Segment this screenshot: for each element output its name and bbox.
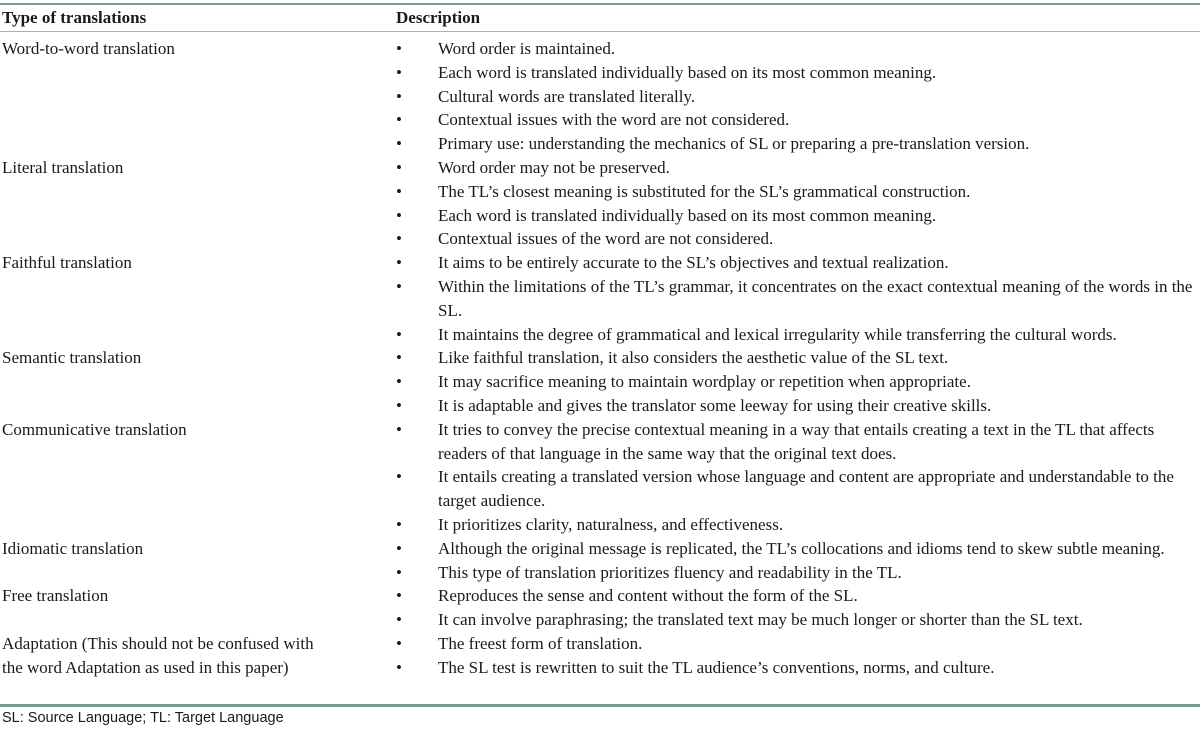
description-bullet-item	[396, 346, 1200, 370]
bullet-icon: •	[396, 276, 402, 296]
translation-type-cell: Adaptation (This should not be confused with the word Adaptation as used in this paper)	[2, 633, 314, 677]
table-row	[0, 418, 1200, 537]
description-text: Like faithful translation, it also considers the aesthetic value of the SL text.	[438, 348, 949, 368]
description-text: The TL’s closest meaning is substituted for the SL’s grammatical construction.	[438, 181, 971, 201]
description-text: Cultural words are translated literally.	[438, 86, 696, 106]
description-bullet-item	[396, 584, 1200, 608]
bullet-icon: •	[396, 110, 402, 130]
table-header-row	[0, 8, 1200, 30]
bullet-icon: •	[396, 586, 402, 606]
bullet-icon: •	[396, 157, 402, 177]
description-text: The SL test is rewritten to suit the TL audience’s conventions, norms, and culture.	[438, 657, 995, 677]
description-text: Word order is maintained.	[438, 39, 616, 58]
description-text: Contextual issues with the word are not considered.	[438, 110, 790, 130]
description-text: The freest form of translation.	[438, 633, 643, 653]
description-bullet-item	[396, 632, 1200, 656]
bullet-icon: •	[396, 229, 402, 249]
bullet-icon: •	[396, 86, 402, 106]
description-cell	[396, 418, 1200, 537]
table-row	[0, 37, 1200, 156]
description-bullet-item	[396, 108, 1200, 132]
description-bullet-item	[396, 656, 1200, 680]
table-row	[0, 346, 1200, 417]
description-bullet-item	[396, 608, 1200, 632]
bullet-icon: •	[396, 324, 402, 344]
bullet-icon: •	[396, 372, 402, 392]
description-text: It may sacrifice meaning to maintain wordplay or repetition when appropriate.	[438, 372, 971, 392]
bullet-icon: •	[396, 395, 402, 415]
description-text: Each word is translated individually based on its most common meaning.	[438, 62, 937, 82]
description-bullet-item	[396, 156, 1200, 180]
description-text: It tries to convey the precise contextual meaning in a way that entails creating a text in the TL that affects readers of that language in the same way that the original text does.	[438, 419, 1155, 463]
translation-type-cell: Word-to-word translation	[2, 39, 175, 58]
description-cell	[396, 584, 1200, 632]
description-text: It maintains the degree of grammatical and lexical irregularity while transferring the cultural words.	[438, 324, 1117, 344]
description-bullet-item	[396, 275, 1200, 323]
bullet-icon: •	[396, 62, 402, 82]
bullet-icon: •	[396, 39, 402, 58]
description-cell	[396, 537, 1200, 585]
description-bullet-item	[396, 251, 1200, 275]
description-bullet-item	[396, 132, 1200, 156]
description-bullet-item	[396, 180, 1200, 204]
description-cell	[396, 251, 1200, 346]
description-text: Primary use: understanding the mechanics of SL or preparing a pre-translation version.	[438, 134, 1030, 154]
description-bullet-item	[396, 85, 1200, 109]
description-bullet-item	[396, 537, 1200, 561]
description-cell	[396, 632, 1200, 680]
description-bullet-item	[396, 204, 1200, 228]
description-text: Although the original message is replicated, the TL’s collocations and idioms tend to skew subtle meaning.	[438, 538, 1165, 558]
description-text: Reproduces the sense and content without the form of the SL.	[438, 586, 858, 606]
description-text: It entails creating a translated version whose language and content are appropriate and understandable to the target audience.	[438, 467, 1174, 511]
bullet-icon: •	[396, 562, 402, 582]
table-row	[0, 632, 1200, 680]
description-text: It can involve paraphrasing; the translated text may be much longer or shorter than the SL text.	[438, 610, 1083, 630]
description-bullet-item	[396, 37, 1200, 61]
bullet-icon: •	[396, 134, 402, 154]
bullet-icon: •	[396, 348, 402, 368]
description-bullet-item	[396, 513, 1200, 537]
description-text: This type of translation prioritizes fluency and readability in the TL.	[438, 562, 902, 582]
bullet-icon: •	[396, 253, 402, 273]
description-cell	[396, 37, 1200, 156]
table-footnote: SL: Source Language; TL: Target Language	[2, 710, 284, 726]
description-bullet-item	[396, 394, 1200, 418]
description-text: It prioritizes clarity, naturalness, and effectiveness.	[438, 514, 784, 534]
header-type-of-translations: Type of translations	[2, 8, 147, 27]
bullet-icon: •	[396, 633, 402, 653]
translation-type-cell: Communicative translation	[2, 419, 187, 439]
table-top-rule	[0, 3, 1200, 5]
description-text: Word order may not be preserved.	[438, 157, 670, 177]
description-text: Each word is translated individually based on its most common meaning.	[438, 205, 937, 225]
table-row	[0, 156, 1200, 251]
bullet-icon: •	[396, 610, 402, 630]
description-text: It is adaptable and gives the translator some leeway for using their creative skills.	[438, 395, 992, 415]
table-row	[0, 537, 1200, 585]
description-bullet-item	[396, 61, 1200, 85]
table-body	[0, 37, 1200, 680]
description-bullet-item	[396, 227, 1200, 251]
translation-type-cell: Free translation	[2, 586, 109, 606]
description-text: Contextual issues of the word are not considered.	[438, 229, 774, 249]
translation-type-cell: Literal translation	[2, 157, 124, 177]
translation-type-cell: Semantic translation	[2, 348, 142, 368]
description-bullet-item	[396, 370, 1200, 394]
translation-type-cell: Idiomatic translation	[2, 538, 144, 558]
description-bullet-item	[396, 418, 1200, 466]
bullet-icon: •	[396, 538, 402, 558]
bullet-icon: •	[396, 181, 402, 201]
description-bullet-item	[396, 323, 1200, 347]
translation-type-cell: Faithful translation	[2, 253, 132, 273]
table-bottom-rule	[0, 704, 1200, 707]
header-description: Description	[396, 8, 481, 27]
table-row	[0, 584, 1200, 632]
description-bullet-item	[396, 561, 1200, 585]
table-header-rule	[0, 31, 1200, 32]
description-text: Within the limitations of the TL’s grammar, it concentrates on the exact contextual meaning of the words in the SL.	[438, 276, 1193, 320]
description-text: It aims to be entirely accurate to the SL’s objectives and textual realization.	[438, 253, 949, 273]
bullet-icon: •	[396, 419, 402, 439]
bullet-icon: •	[396, 514, 402, 534]
description-cell	[396, 346, 1200, 417]
bullet-icon: •	[396, 205, 402, 225]
description-cell	[396, 156, 1200, 251]
bullet-icon: •	[396, 467, 402, 487]
description-bullet-item	[396, 465, 1200, 513]
table-row	[0, 251, 1200, 346]
bullet-icon: •	[396, 657, 402, 677]
